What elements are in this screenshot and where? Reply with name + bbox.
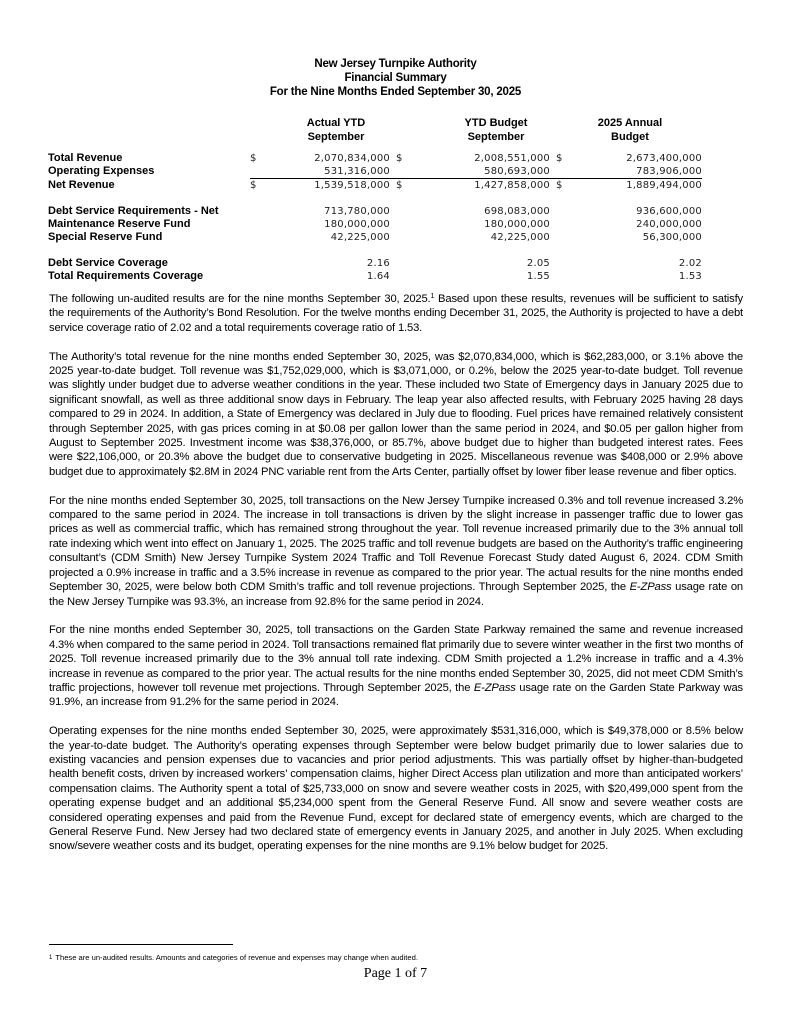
title-report-name: Financial Summary xyxy=(344,72,447,84)
table-row xyxy=(48,152,702,165)
paragraph-turnpike: For the nine months ended September 30, 2025, toll transactions on the New Jersey Turnpike increased 0.3% and toll revenue increased 3.2% compared to the same period in 2024. The increase in toll transactions is driven by the slight increase in passenger traffic due to lower gas prices as well as commercial traffic, which has remained strong throughout the year. Toll revenue increased primarily due to the 3% annual toll rate indexing which went into effect on January 1, 2025. The 2025 traffic and toll revenue budgets are based on the Authority’s traffic engineering consultant’s (CDM Smith) New Jersey Turnpike System 2024 Traffic and Toll Revenue Forecast Study dated August 6, 2024. CDM Smith projected a 0.9% increase in traffic and a 3.5% increase in revenue as compared to the prior year. The actual results for the nine months ended September 30, 2025, were below both CDM Smith’s traffic and toll revenue projections. Through September 2025, the E-ZPass usage rate on the New Jersey Turnpike was 93.3%, an increase from 92.8% for the same period in 2024. xyxy=(49,494,743,608)
cell-annual: 240,000,000 xyxy=(636,219,702,230)
paragraph-operating-expenses: Operating expenses for the nine months ended September 30, 2025, were approximately $531,316,000, which is $49,378,000 or 8.5% below the year-to-date budget. The Authority’s operating expenses through September were below budget primarily due to lower salaries due to existing vacancies and pension expenses due to vacancies and prior period adjustments. This was partially offset by higher-than-budgeted health benefit costs, driven by increased workers’ compensation claims, higher Direct Access plan utilization and more than anticipated workers’ compensation claims. The Authority spent a total of $25,733,000 on snow and severe weather costs in 2025, with $20,499,000 spent from the operating expense budget and an additional $5,234,000 spent from the General Reserve Fund. All snow and severe weather costs are considered operating expenses and paid from the Revenue Fund, except for declared state of emergency events, which are charged to the General Reserve Fund. New Jersey had two declared state of emergency events in January 2025, and another in July 2025. When excluding snow/severe weather costs and its budget, operating expenses for the nine months are 9.1% below budget for 2025. xyxy=(49,725,743,853)
cell-actual: 42,225,000 xyxy=(330,232,390,243)
cell-actual: 531,316,000 xyxy=(270,165,390,179)
row-label: Operating Expenses xyxy=(48,165,155,178)
cell-actual: 2.16 xyxy=(366,258,390,269)
currency-symbol xyxy=(390,165,416,179)
cell-annual: 2.02 xyxy=(678,258,702,269)
row-label: Debt Service Requirements - Net xyxy=(48,205,219,217)
table-spacer xyxy=(48,244,702,257)
cell-annual: 56,300,000 xyxy=(642,232,702,243)
cell-budget: 580,693,000 xyxy=(416,165,550,179)
footnote-divider xyxy=(49,944,233,945)
currency-symbol: $ xyxy=(250,180,257,191)
row-label: Net Revenue xyxy=(48,178,115,191)
cell-annual: 1.53 xyxy=(678,271,702,282)
cell-budget: 698,083,000 xyxy=(484,206,550,217)
cell-budget: 42,225,000 xyxy=(490,232,550,243)
currency-symbol: $ xyxy=(556,153,563,164)
table-row xyxy=(48,218,702,231)
cell-budget: 2.05 xyxy=(526,258,550,269)
cell-annual: 2,673,400,000 xyxy=(626,153,702,164)
table-row xyxy=(48,205,702,218)
row-label: Total Revenue xyxy=(48,152,123,164)
row-label: Special Reserve Fund xyxy=(48,231,163,243)
cell-budget: 2,008,551,000 xyxy=(474,153,550,164)
footnote-reference: 1 xyxy=(430,293,435,300)
cell-annual: 936,600,000 xyxy=(636,206,702,217)
title-period: For the Nine Months Ended September 30, 2025 xyxy=(269,86,522,98)
column-header-annual-budget: 2025 Annual Budget xyxy=(597,117,663,143)
table-row xyxy=(48,270,702,283)
table-row xyxy=(48,257,702,270)
row-label: Debt Service Coverage xyxy=(48,257,168,269)
page-number: Page 1 of 7 xyxy=(363,966,428,981)
footnote xyxy=(49,953,418,963)
table-row xyxy=(48,231,702,244)
footnote-marker: 1 xyxy=(49,955,53,961)
row-label: Maintenance Reserve Fund xyxy=(48,218,191,230)
column-header-actual-ytd: Actual YTD September xyxy=(306,117,366,143)
row-label: Total Requirements Coverage xyxy=(48,270,204,282)
cell-actual: 1,539,518,000 xyxy=(314,180,390,191)
footnote-text: These are un-audited results. Amounts and categories of revenue and expenses may change when audited. xyxy=(55,953,418,962)
table-row xyxy=(48,165,702,179)
cell-budget: 1.55 xyxy=(526,271,550,282)
column-header-ytd-budget: YTD Budget September xyxy=(464,117,528,143)
cell-budget: 180,000,000 xyxy=(484,219,550,230)
cell-annual: 783,906,000 xyxy=(576,165,702,179)
cell-actual: 1.64 xyxy=(366,271,390,282)
paragraph-revenue: The Authority’s total revenue for the nine months ended September 30, 2025, was $2,070,834,000, which is $62,283,000, or 3.1% above the 2025 year-to-date budget. Toll revenue was $1,752,029,000, which is $3,071,000, or 0.2%, below the 2025 year-to-date budget. Toll revenue was slightly under budget due to adverse weather conditions in the year. These included two State of Emergency days in January 2025 due to significant snowfall, as well as three additional snow days in February. The leap year also affected results, with February 2025 having 28 days compared to 29 in 2024. In addition, a State of Emergency was declared in July due to flooding. Fuel prices have remained relatively consistent through September 2025, with gas prices coming in at $0.08 per gallon lower than the same period in 2024, and $0.05 per gallon higher from August to September 2025. Investment income was $38,376,000, or 85.7%, above budget due to higher than budgeted interest rates. Fees were $22,106,000, or 20.3% above the budget due to conservative budgeting in 2025. Miscellaneous revenue was $408,000 or 2.9% above budget due to approximately $2.8M in 2024 PNC variable rent from the Arts Center, partially offset by lower fiber lease revenue and fiber optics. xyxy=(49,350,743,478)
title-organization: New Jersey Turnpike Authority xyxy=(314,58,477,70)
paragraph-overview: The following un-audited results are for the nine months September 30, 2025.$^1$ Based upon these results, revenues will be sufficient to satisfy the requirements of the Authority’s Bond Resolution. For the twelve months ending December 31, 2025, the Authority is projected to have a debt service coverage ratio of 2.02 and a total requirements coverage ratio of 1.53. xyxy=(49,293,743,334)
currency-symbol: $ xyxy=(396,153,403,164)
table-row xyxy=(48,179,702,193)
currency-symbol: $ xyxy=(556,180,563,191)
cell-actual: 180,000,000 xyxy=(324,219,390,230)
currency-symbol: $ xyxy=(250,153,257,164)
cell-budget: 1,427,858,000 xyxy=(474,180,550,191)
narrative-body xyxy=(49,292,743,868)
cell-actual: 713,780,000 xyxy=(324,206,390,217)
financial-summary-table xyxy=(48,152,702,283)
cell-annual: 1,889,494,000 xyxy=(626,180,702,191)
table-spacer xyxy=(48,192,702,205)
currency-symbol: $ xyxy=(396,180,403,191)
currency-symbol xyxy=(550,165,576,179)
currency-symbol xyxy=(250,165,270,179)
document-title xyxy=(0,57,791,99)
cell-actual: 2,070,834,000 xyxy=(314,153,390,164)
paragraph-parkway: For the nine months ended September 30, 2025, toll transactions on the Garden State Parkway remained the same and revenue increased 4.3% when compared to the same period in 2024. Toll transactions remained flat primarily due to severe winter weather in the first two months of 2025. Toll revenue increased primarily due to the 3% annual toll rate indexing. CDM Smith projected a 1.2% increase in traffic and a 4.3% increase in revenue as compared to the prior year. The actual results for the nine months ended September 30, 2025, did not meet CDM Smith’s traffic projections, however toll revenue met projections. Through September 2025, the E-ZPass usage rate on the Garden State Parkway was 91.9%, an increase from 91.2% for the same period in 2024. xyxy=(49,624,744,709)
